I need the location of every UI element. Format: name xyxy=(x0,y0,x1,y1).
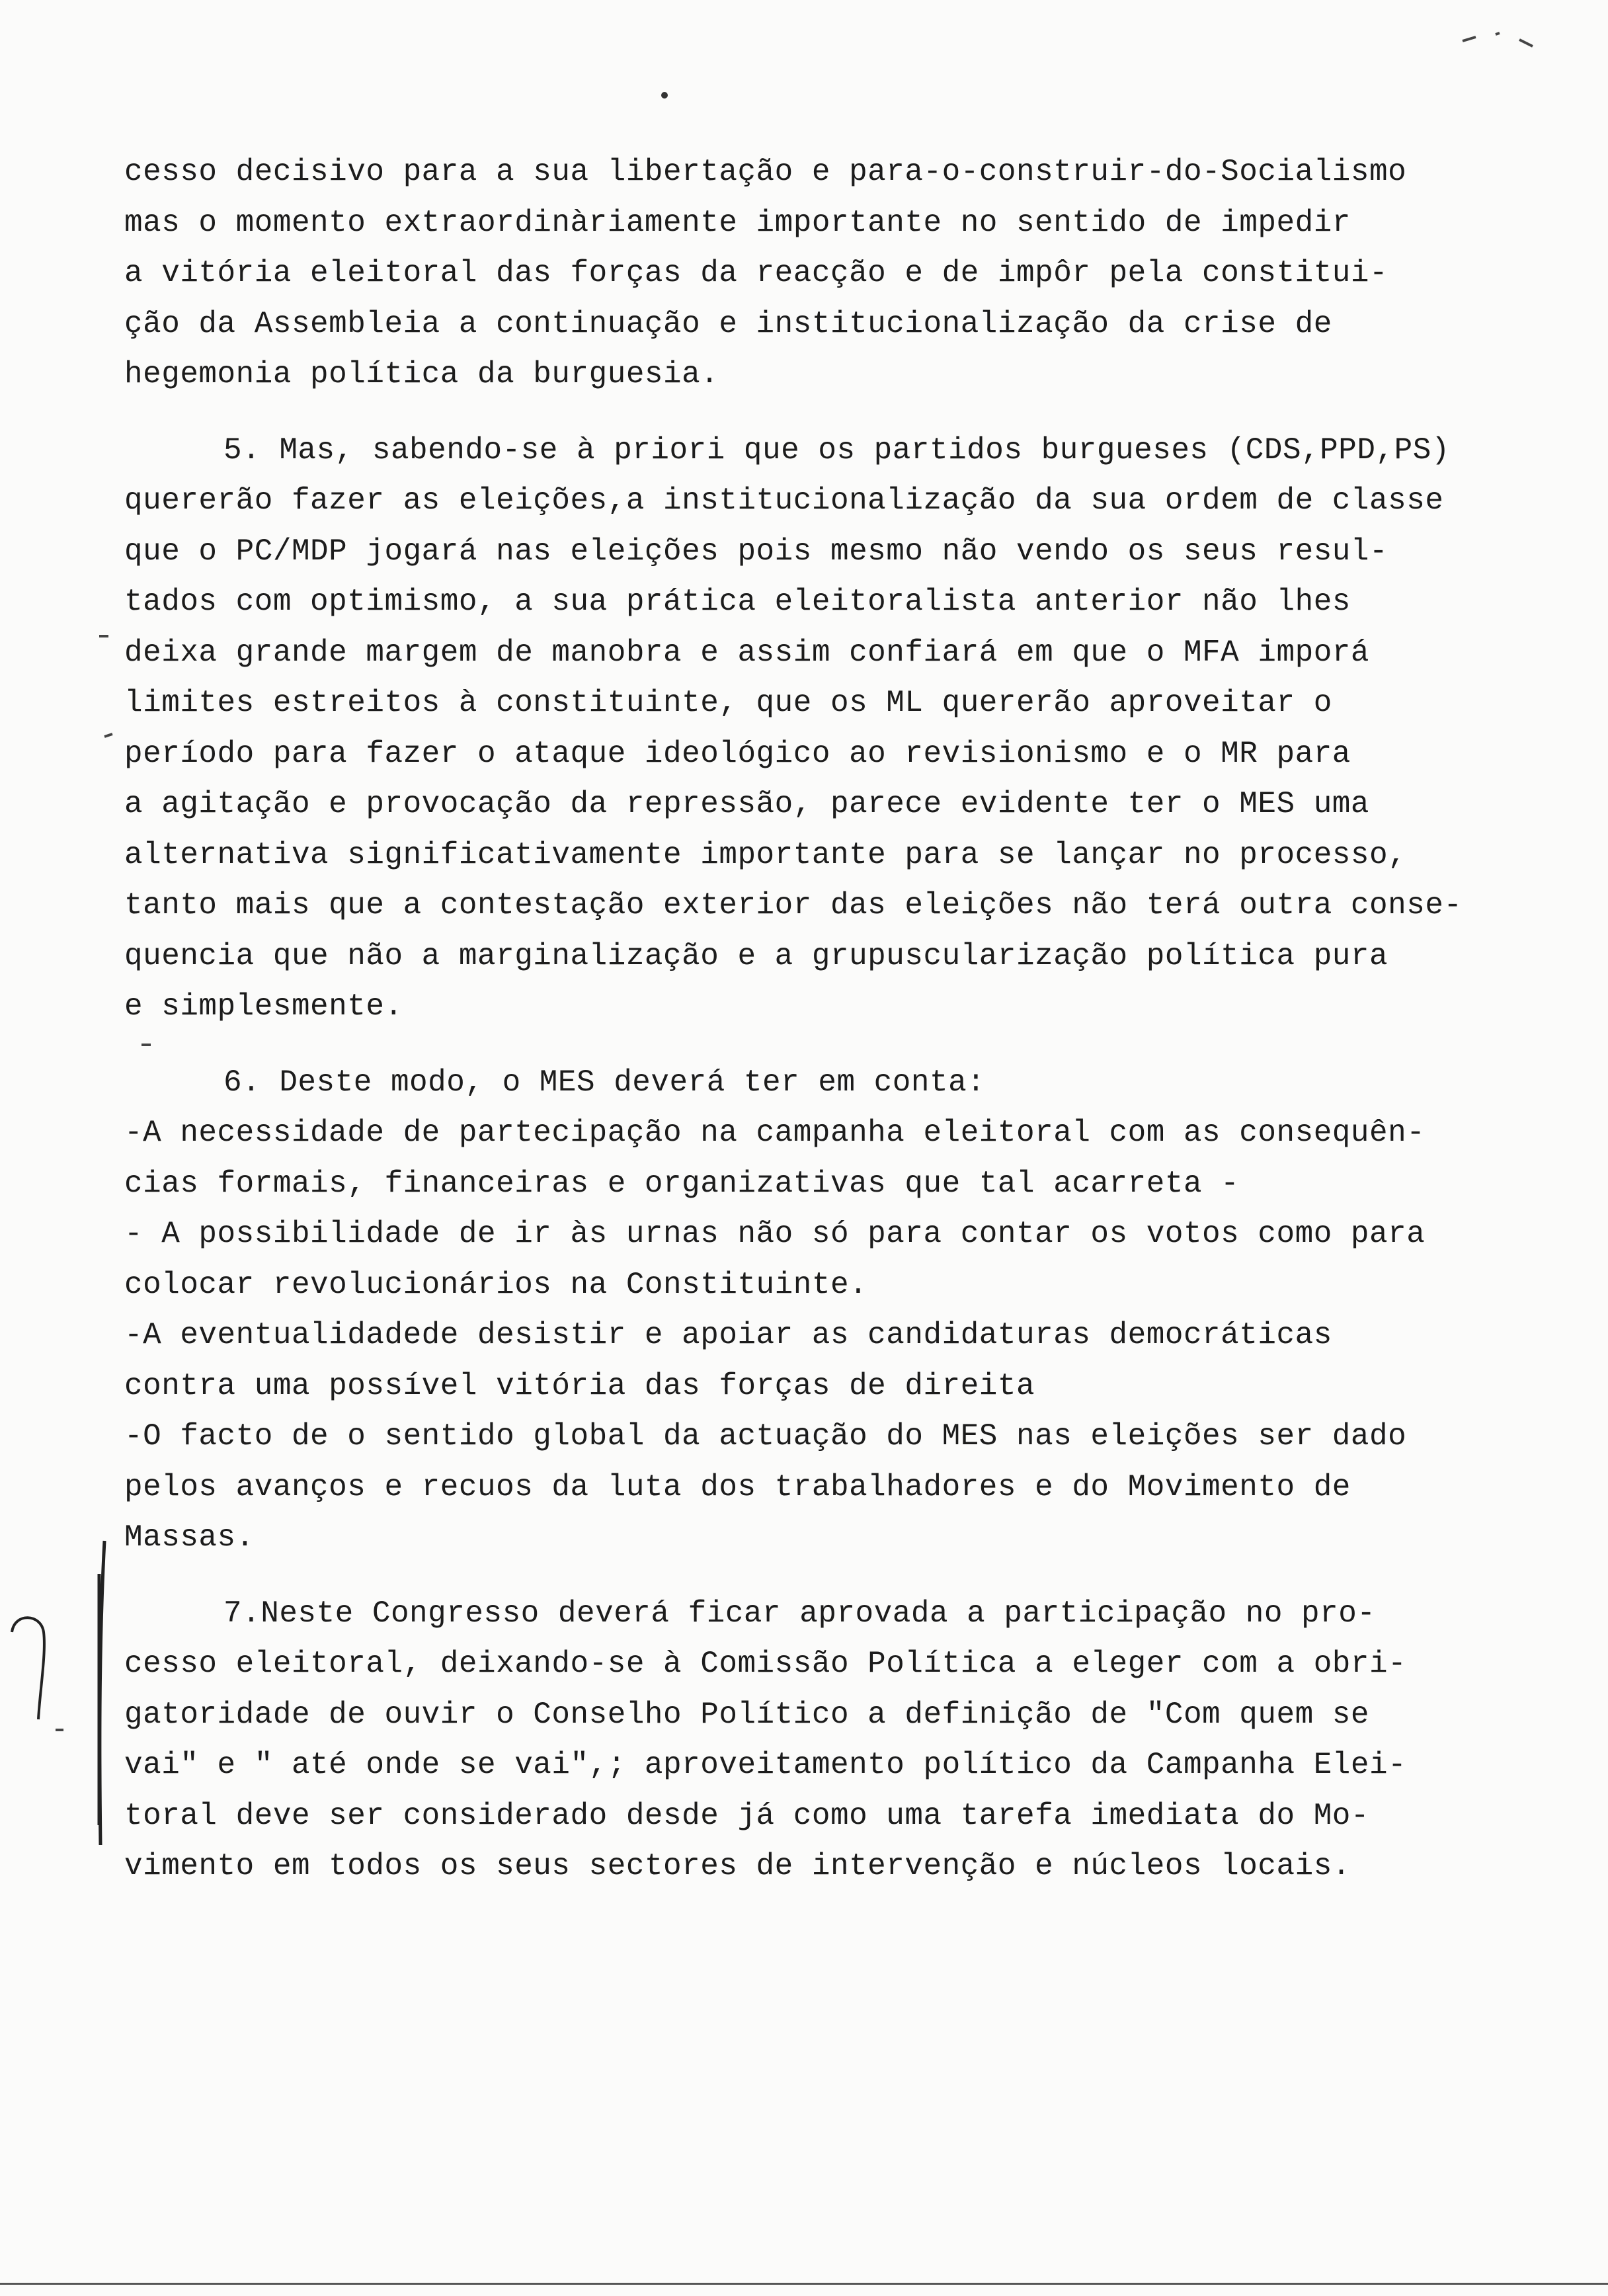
text-line: deixa grande margem de manobra e assim confiará em que o MFA imporá xyxy=(124,635,1370,670)
text-line: - A possibilidade de ir às urnas não só para contar os votos como para xyxy=(124,1217,1426,1251)
text-line: período para fazer o ataque ideológico ao revisionismo e o MR para xyxy=(124,736,1351,771)
paragraph-7 xyxy=(124,1588,1586,1892)
top-dot xyxy=(661,92,668,99)
text-line: quererão fazer as eleições,a institucionalização da sua ordem de classe xyxy=(124,483,1444,518)
text-line: e simplesmente. xyxy=(124,989,403,1024)
paragraph-5 xyxy=(124,425,1586,1032)
text-line: que o PC/MDP jogará nas eleições pois mesmo não vendo os seus resul- xyxy=(124,534,1388,569)
text-line: ção da Assembleia a continuação e institucionalização da crise de xyxy=(124,306,1332,341)
text-line: vai" e " até onde se vai",; aproveitamento político da Campanha Elei- xyxy=(124,1748,1407,1782)
text-line: mas o momento extraordinàriamente importante no sentido de impedir xyxy=(124,205,1351,240)
text-line: tados com optimismo, a sua prática eleitoralista anterior não lhes xyxy=(124,585,1351,619)
text-line: 5. Mas, sabendo-se à priori que os partidos burgueses (CDS,PPD,PS) xyxy=(223,432,1450,468)
margin-hook-mark xyxy=(12,1618,44,1719)
text-line: cesso decisivo para a sua libertação e para-o-construir-do-Socialismo xyxy=(124,155,1407,189)
text-line: cesso eleitoral, deixando-se à Comissão Política a eleger com a obri- xyxy=(124,1647,1407,1681)
text-line: -A necessidade de partecipação na campanha eleitoral com as consequên- xyxy=(124,1116,1426,1150)
text-line: alternativa significativamente importante para se lançar no processo, xyxy=(124,837,1407,872)
paragraph-4-tail xyxy=(124,147,1586,400)
text-line: colocar revolucionários na Constituinte. xyxy=(124,1267,868,1302)
text-line: -A eventualidadede desistir e apoiar as candidaturas democráticas xyxy=(124,1318,1332,1352)
text-line: hegemonia política da burguesia. xyxy=(124,357,719,391)
text-line: cias formais, financeiras e organizativas que tal acarreta - xyxy=(124,1166,1240,1201)
text-line: gatoridade de ouvir o Conselho Político a definição de "Com quem se xyxy=(124,1697,1370,1732)
text-line: quencia que não a marginalização e a grupuscularização política pura xyxy=(124,938,1388,973)
text-line: a agitação e provocação da repressão, parece evidente ter o MES uma xyxy=(124,787,1370,821)
text-line: 6. Deste modo, o MES deverá ter em conta: xyxy=(223,1065,986,1100)
text-line: toral deve ser considerado desde já como uma tarefa imediata do Mo- xyxy=(124,1798,1370,1833)
paragraph-6 xyxy=(124,1057,1586,1563)
margin-bracket xyxy=(99,1541,104,1845)
page-bottom-edge xyxy=(0,2283,1608,2285)
text-line: tanto mais que a contestação exterior das eleições não terá outra conse- xyxy=(124,888,1463,922)
text-line: contra uma possível vitória das forças de direita xyxy=(124,1368,1035,1403)
top-right-mark xyxy=(1463,33,1533,46)
text-line: vimento em todos os seus sectores de intervenção e núcleos locais. xyxy=(124,1849,1351,1883)
text-line: -O facto de o sentido global da actuação do MES nas eleições ser dado xyxy=(124,1419,1407,1454)
text-line: 7.Neste Congresso deverá ficar aprovada a participação no pro- xyxy=(223,1596,1376,1631)
text-line: Massas. xyxy=(124,1520,255,1555)
text-line: a vitória eleitoral das forças da reacção e de impôr pela constitui- xyxy=(124,256,1388,290)
text-line: limites estreitos à constituinte, que os ML quererão aproveitar o xyxy=(124,686,1332,720)
text-line: pelos avanços e recuos da luta dos trabalhadores e do Movimento de xyxy=(124,1469,1351,1504)
document-text xyxy=(124,147,1586,1892)
